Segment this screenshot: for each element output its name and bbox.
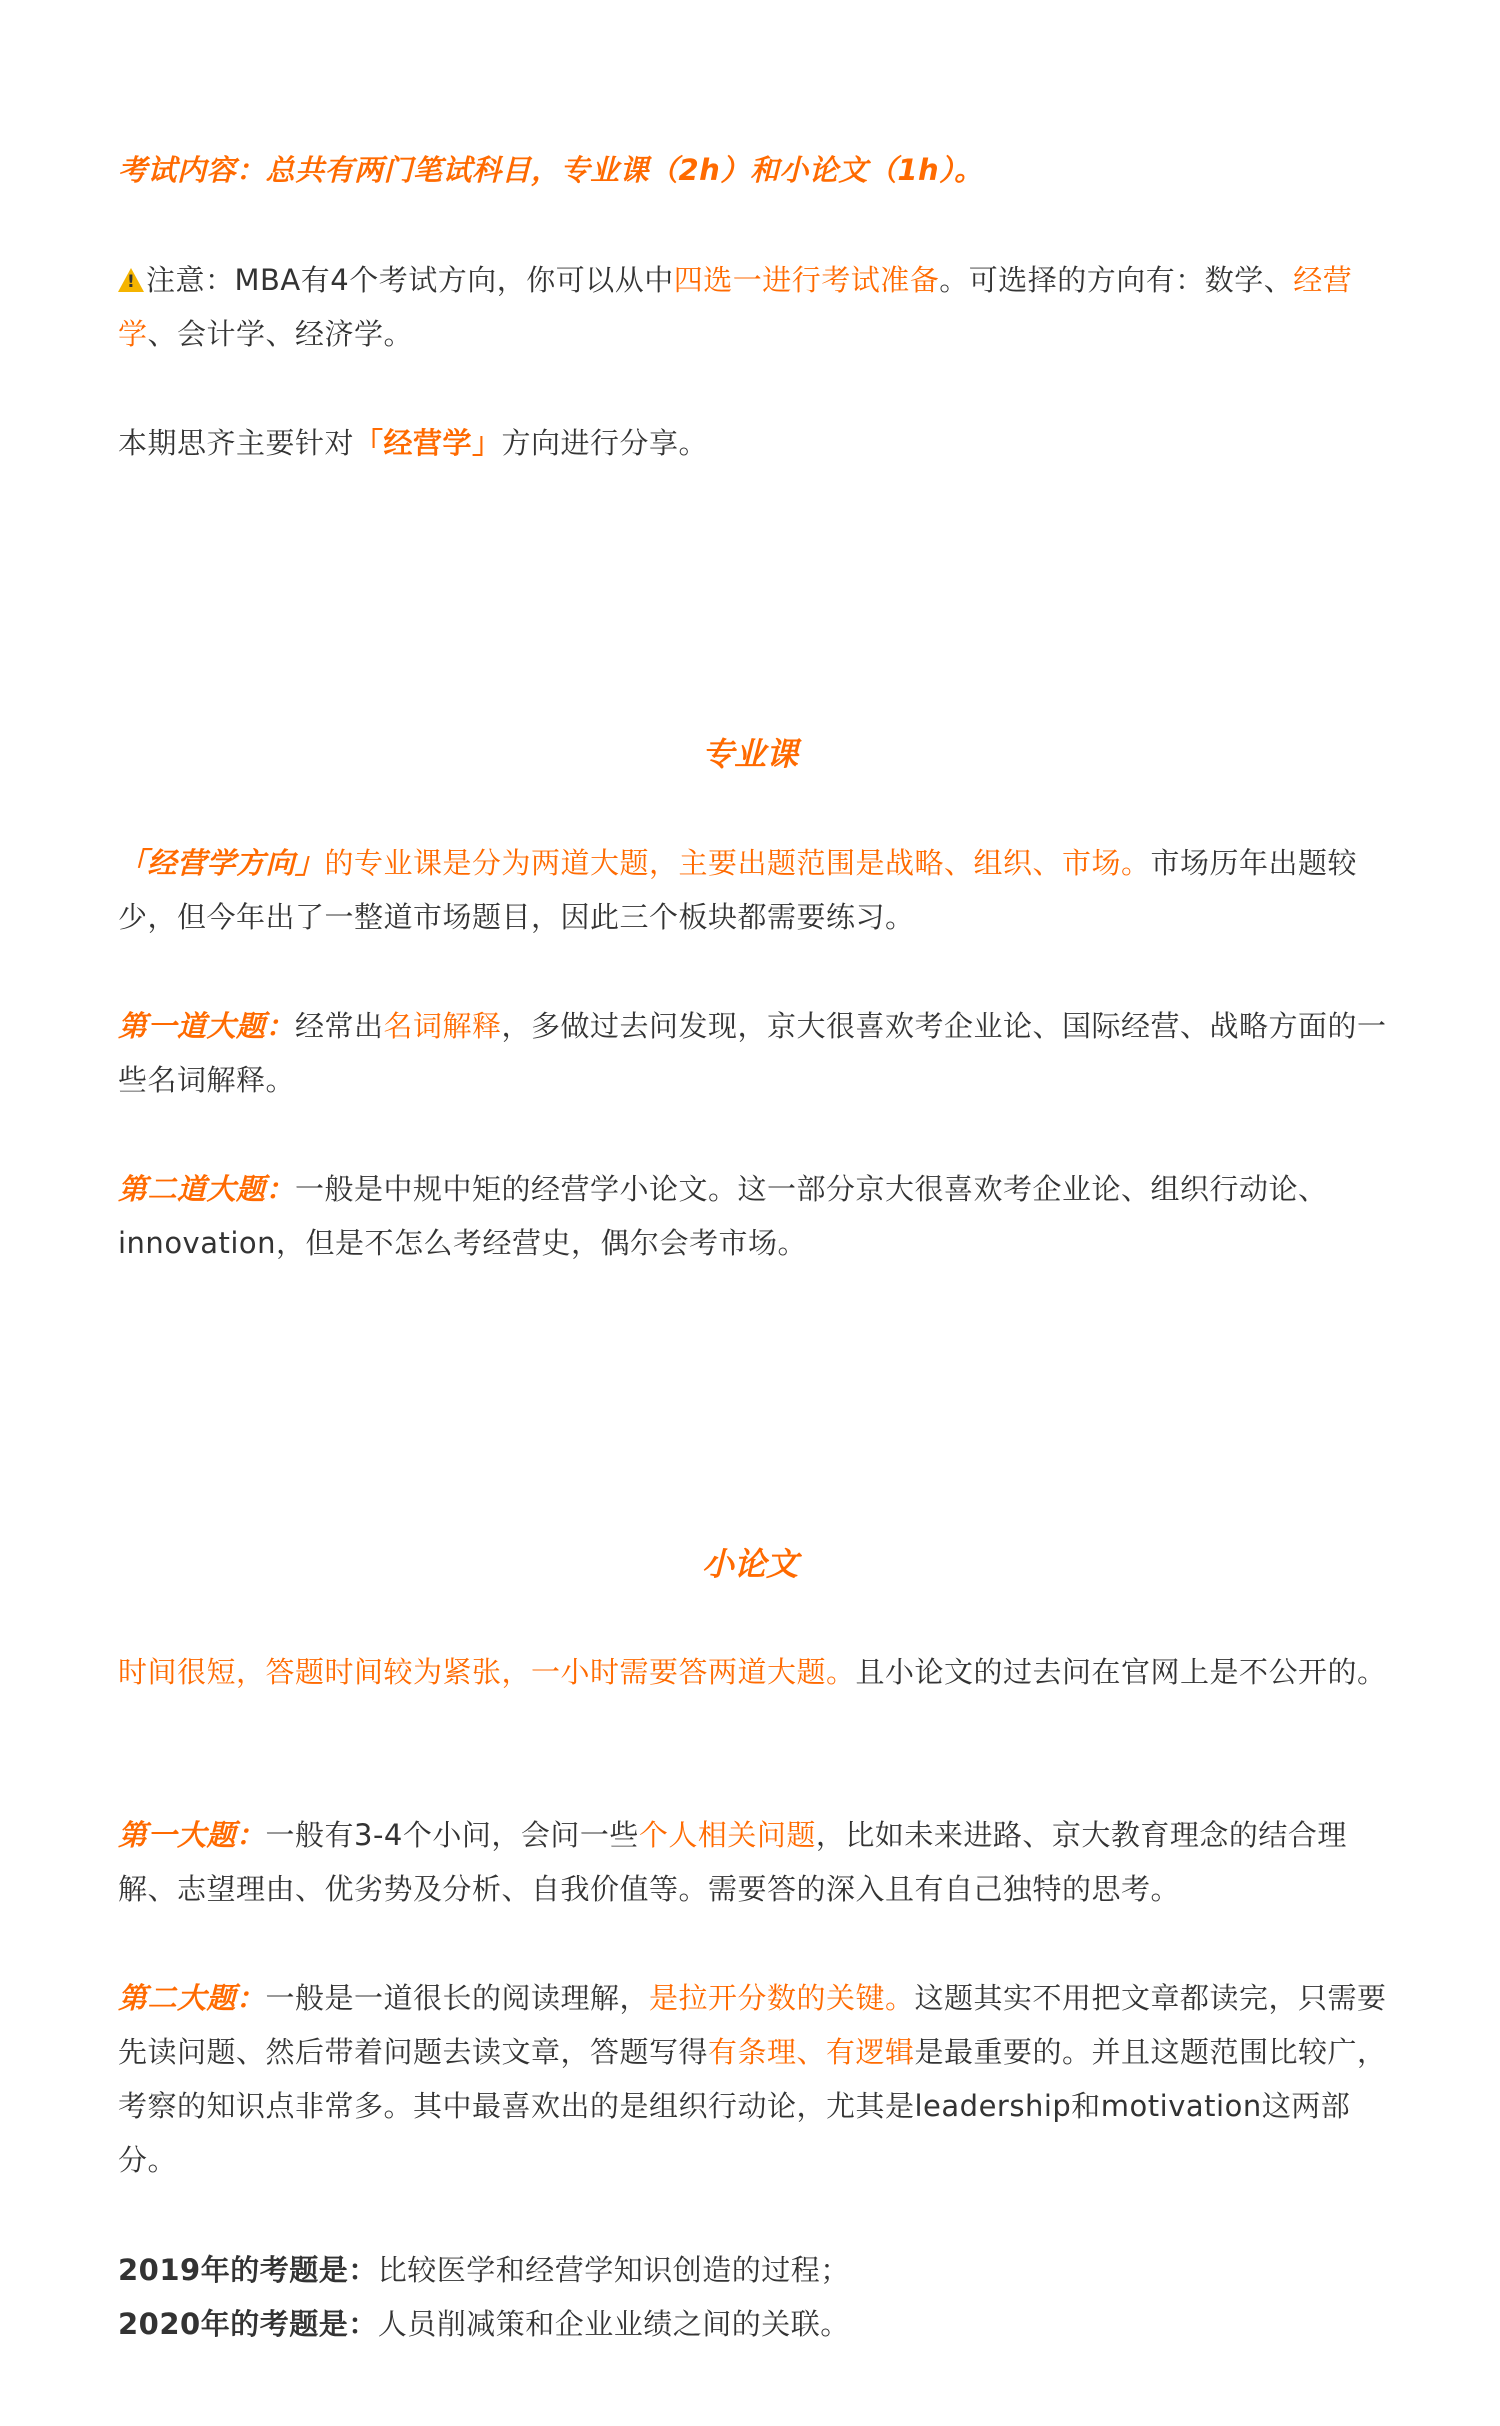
- notice-middle: 。可选择的方向有：数学、: [939, 263, 1294, 297]
- essay-p2-rest: ，比如未来进路、京大教育理念的结合理解、志望理由、优劣势及分析、自我价值等。需要答的深入且有自己独特的思考。: [118, 1818, 1347, 1906]
- essay-p3-middle: 这题其实不用把文章都读完，只需要先读问题、然后带着问题去读文章，答题写得: [118, 1981, 1387, 2069]
- essay-p3-highlight-key: 是拉开分数的关键。: [649, 1981, 915, 2015]
- exam-content-text: 考试内容：总共有两门笔试科目，专业课（2h）和小论文（1h）。: [118, 153, 984, 187]
- essay-paragraph-2: [118, 1808, 1388, 1916]
- major-paragraph-3: [118, 1162, 1388, 1270]
- focus-paragraph: [118, 416, 1388, 470]
- major-p1-highlight: 的专业课是分为两道大题，主要出题范围是战略、组织、市场。: [324, 846, 1151, 880]
- notice-highlight-business: 经营学: [118, 263, 1353, 351]
- notice-paragraph: [118, 253, 1388, 361]
- major-paragraph-2: [118, 999, 1388, 1107]
- major-p2-prefix: 经常出: [295, 1009, 384, 1043]
- warning-icon: [118, 268, 144, 292]
- essay-p2-prefix: 一般有3-4个小问，会问一些: [265, 1818, 639, 1852]
- year-2019-text: 比较医学和经营学知识创造的过程；: [377, 2253, 850, 2287]
- essay-p3-highlight-logic: 有条理、有逻辑: [708, 2035, 915, 2069]
- notice-prefix: 注意：MBA有4个考试方向，你可以从中: [146, 263, 674, 297]
- major-p3-bold: 第二道大题：: [118, 1172, 296, 1206]
- focus-suffix: 方向进行分享。: [501, 426, 709, 460]
- essay-p1-highlight: 时间很短，答题时间较为紧张，一小时需要答两道大题。: [118, 1655, 856, 1689]
- essay-p3-bold: 第二大题：: [118, 1981, 266, 2015]
- exam-content: [118, 143, 1388, 197]
- essay-p2-bold: 第一大题：: [118, 1818, 266, 1852]
- major-p1-rest: 市场历年出题较少，但今年出了一整道市场题目，因此三个板块都需要练习。: [118, 846, 1358, 934]
- section-title-essay: 小论文: [701, 1545, 798, 1583]
- year-2020-text: 人员削减策和企业业绩之间的关联。: [377, 2307, 850, 2341]
- section-title-major: 专业课: [701, 735, 798, 773]
- exam-years: [118, 2243, 1388, 2351]
- major-p2-rest: ，多做过去问发现，京大很喜欢考企业论、国际经营、战略方面的一些名词解释。: [118, 1009, 1387, 1097]
- major-paragraph-1: [118, 836, 1388, 944]
- essay-paragraph-3: [118, 1971, 1388, 2187]
- major-p3-rest: 一般是中规中矩的经营学小论文。这一部分京大很喜欢考企业论、组织行动论、innovation，但是不怎么考经营史，偶尔会考市场。: [118, 1172, 1328, 1260]
- essay-p1-rest: 且小论文的过去问在官网上是不公开的。: [855, 1655, 1387, 1689]
- year-2019-label: 2019年的考题是：: [118, 2253, 378, 2287]
- focus-prefix: 本期思齐主要针对: [118, 426, 355, 460]
- major-p2-bold: 第一道大题：: [118, 1009, 296, 1043]
- focus-highlight: 「经营学」: [354, 426, 502, 460]
- notice-suffix: 、会计学、经济学。: [147, 317, 414, 351]
- essay-p2-highlight: 个人相关问题: [638, 1818, 816, 1852]
- year-2020-label: 2020年的考题是：: [118, 2307, 378, 2341]
- essay-paragraph-1: [118, 1645, 1388, 1699]
- major-p2-highlight: 名词解释: [383, 1009, 502, 1043]
- essay-p3-rest: 是最重要的。并且这题范围比较广，考察的知识点非常多。其中最喜欢出的是组织行动论，尤其是leadership和motivation这两部分。: [118, 2035, 1387, 2177]
- major-p1-bold: 「经营学方向」: [118, 846, 325, 880]
- notice-highlight-choose: 四选一进行考试准备: [673, 263, 940, 297]
- essay-p3-prefix: 一般是一道很长的阅读理解，: [265, 1981, 650, 2015]
